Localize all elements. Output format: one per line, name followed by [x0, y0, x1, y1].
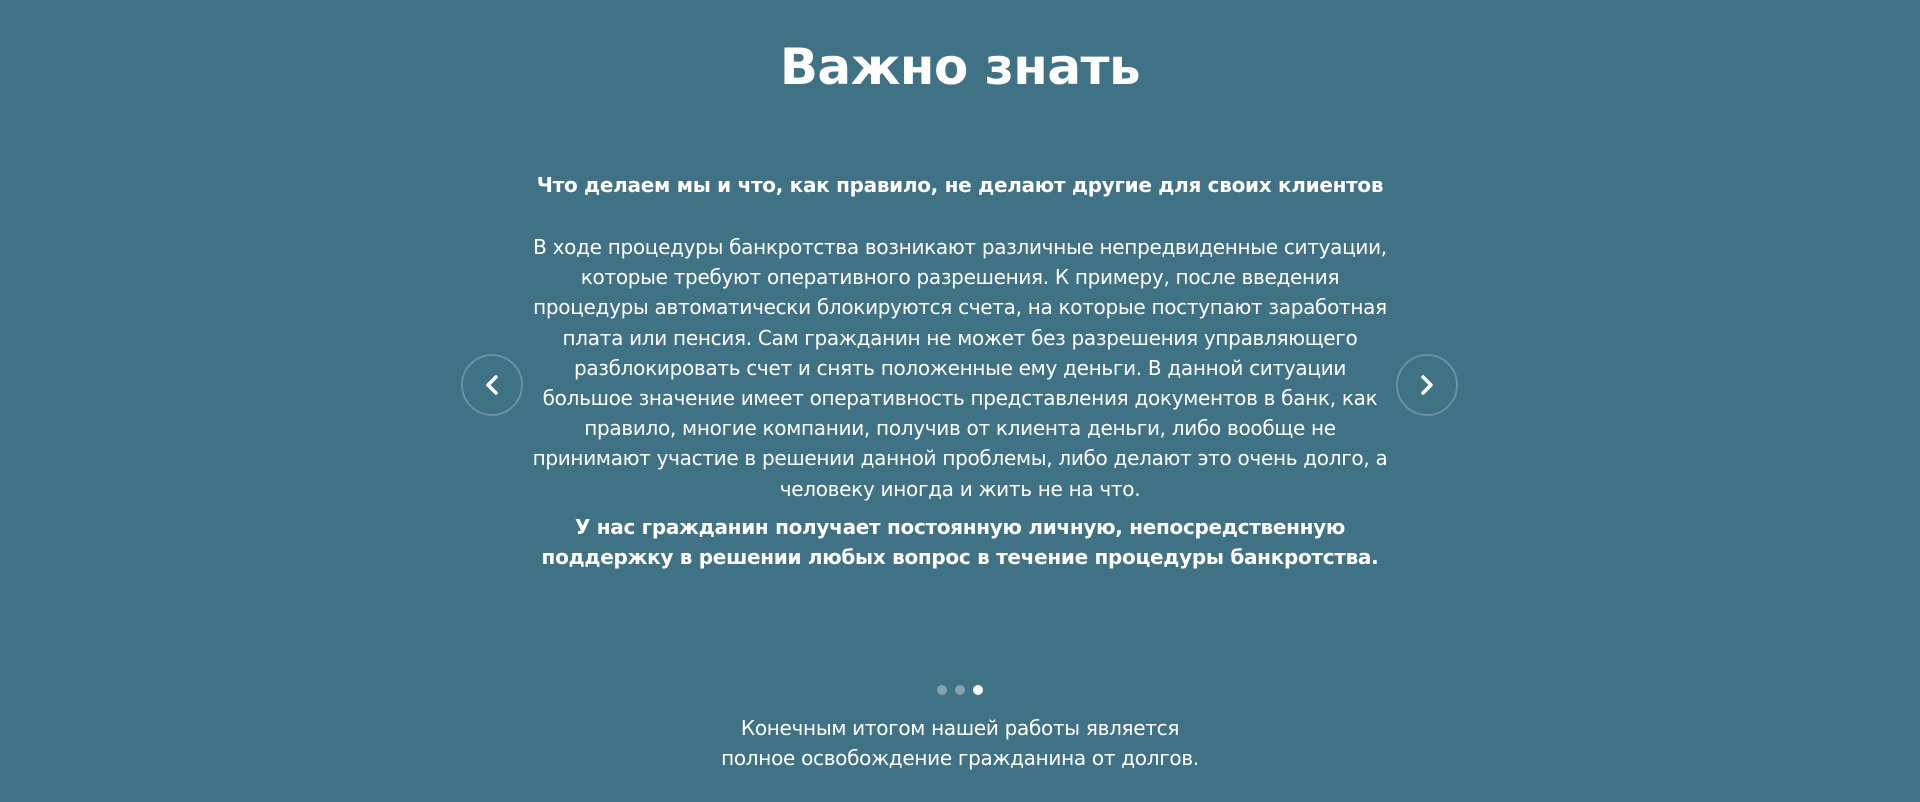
slider-dot-3[interactable]: [973, 685, 983, 695]
chevron-right-icon: [1420, 374, 1434, 396]
slider-dot-2[interactable]: [955, 685, 965, 695]
chevron-left-icon: [485, 374, 499, 396]
slide-heading: Что делаем мы и что, как правило, не делают другие для своих клиентов: [536, 173, 1384, 197]
slider-next-button[interactable]: [1396, 354, 1458, 416]
slide: [530, 168, 1390, 573]
result-statement: [0, 713, 1920, 773]
section-title: Важно знать: [779, 38, 1141, 96]
slide-emphasis: У нас гражданин получает постоянную личную, непосредственную поддержку в решении любых вопрос в течение процедуры банкротства.: [541, 514, 1379, 570]
slider-pagination: [0, 685, 1920, 695]
slide-body: В ходе процедуры банкротства возникают различные непредвиденные ситуации, которые требуют оперативного разрешения. К примеру, после введения процедуры автоматически блокируются счета, на которые поступают заработная плата или пенсия. Сам гражданин не может без разрешения управляющего разблокировать счет и снять положенные ему деньги. В данной ситуации большое значение имеет оперативность представления документов в банк, как правило, многие компании, получив от клиента деньги, либо вообще не принимают участие в решении данной проблемы, либо делают это очень долго, а человеку иногда и жить не на что.: [532, 235, 1388, 501]
slider-dot-1[interactable]: [937, 685, 947, 695]
result-statement-line-1: Конечным итогом нашей работы является: [740, 716, 1180, 740]
slider-prev-button[interactable]: [461, 354, 523, 416]
result-statement-line-2: полное освобождение гражданина от долгов.: [721, 746, 1199, 770]
